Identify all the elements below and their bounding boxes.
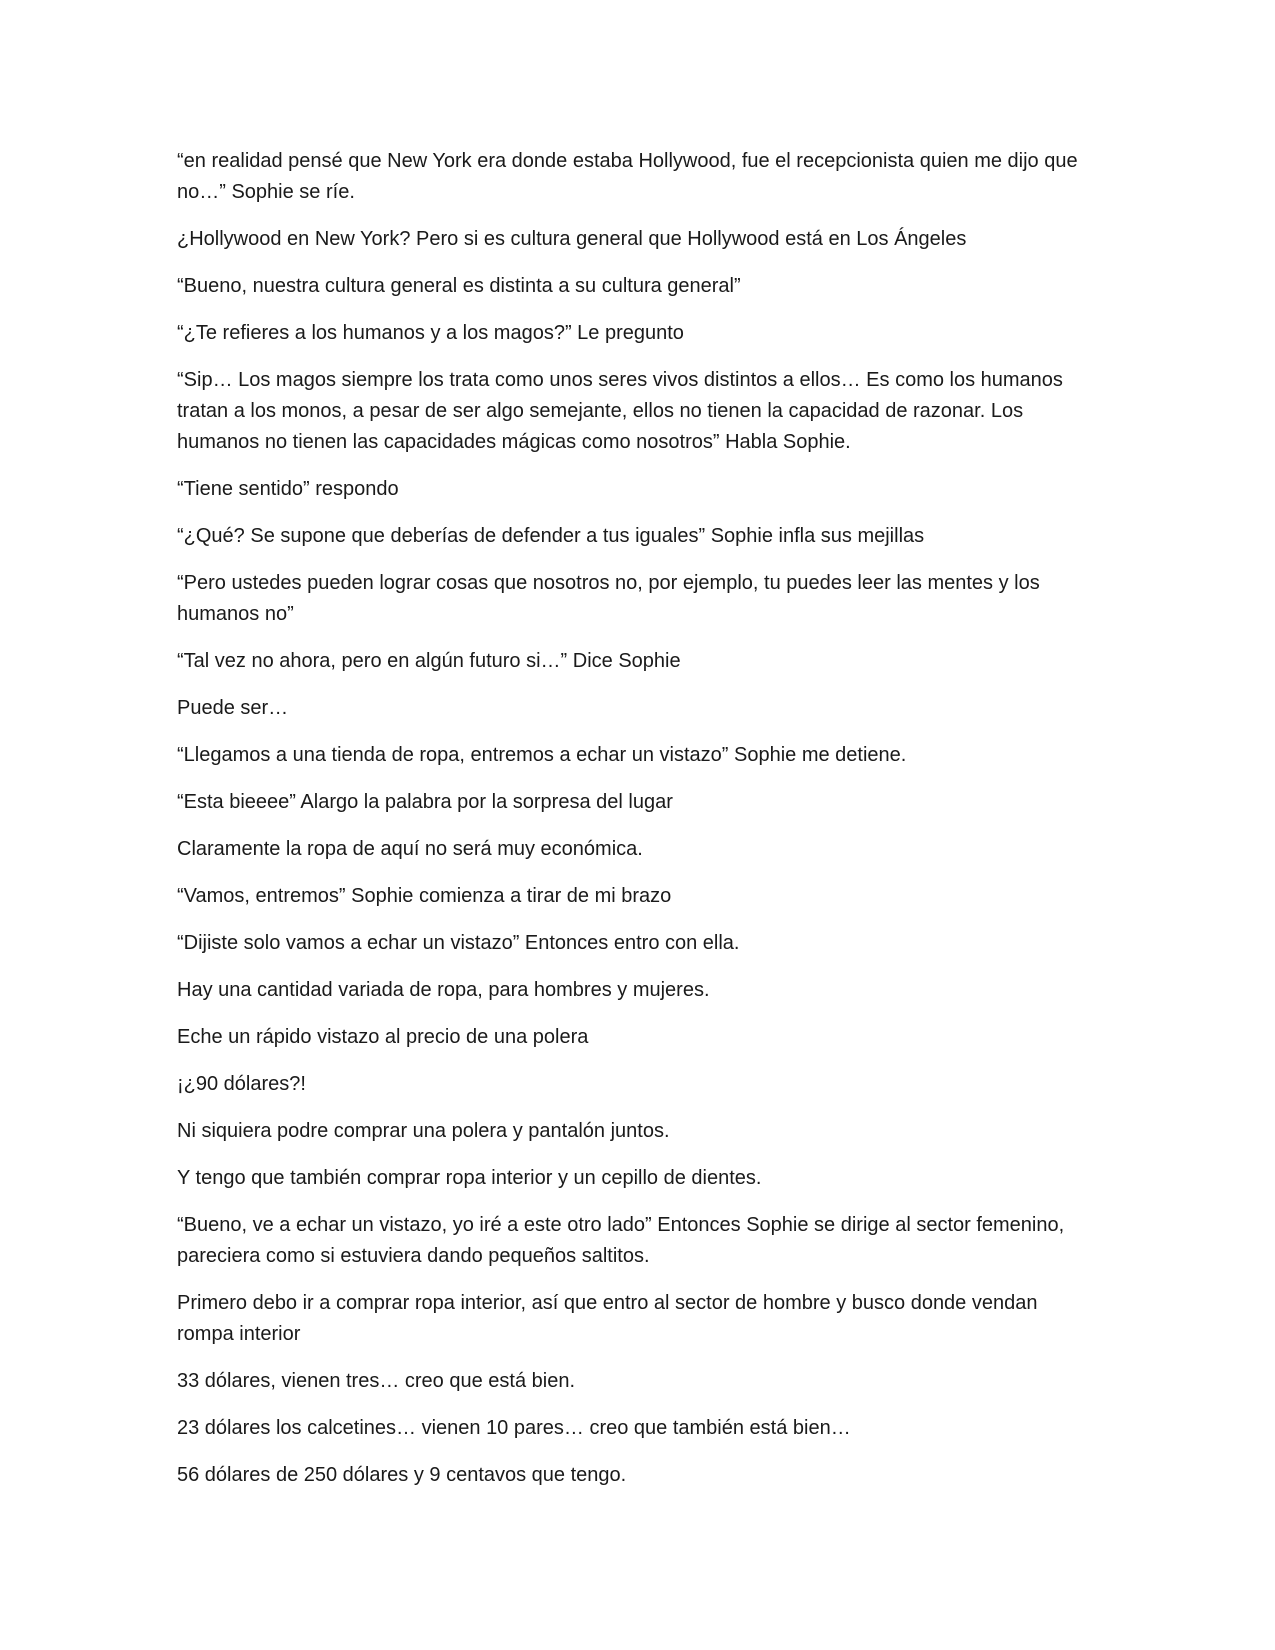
- paragraph: “en realidad pensé que New York era donde estaba Hollywood, fue el recepcionista quien me dijo que no…” Sophie se ríe.: [177, 150, 1078, 203]
- paragraph: ¡¿90 dólares?!: [177, 1073, 306, 1095]
- paragraph: Ni siquiera podre comprar una polera y pantalón juntos.: [177, 1120, 670, 1142]
- paragraph: Puede ser…: [177, 697, 289, 719]
- paragraph: Eche un rápido vistazo al precio de una polera: [177, 1026, 589, 1048]
- document-body: [177, 146, 1092, 1507]
- paragraph: “Bueno, nuestra cultura general es distinta a su cultura general”: [177, 275, 741, 297]
- paragraph: “Sip… Los magos siempre los trata como unos seres vivos distintos a ellos… Es como los humanos tratan a los monos, a pesar de ser algo semejante, ellos no tienen la capacidad de razonar. Los humanos no tienen las capacidades mágicas como nosotros” Habla Sophie.: [177, 369, 1063, 453]
- paragraph: 23 dólares los calcetines… vienen 10 pares… creo que también está bien…: [177, 1417, 851, 1439]
- paragraph: Y tengo que también comprar ropa interior y un cepillo de dientes.: [177, 1167, 762, 1189]
- paragraph: 33 dólares, vienen tres… creo que está bien.: [177, 1370, 576, 1392]
- paragraph: “Dijiste solo vamos a echar un vistazo” Entonces entro con ella.: [177, 932, 740, 954]
- paragraph: ¿Hollywood en New York? Pero si es cultura general que Hollywood está en Los Ángeles: [177, 228, 967, 250]
- paragraph: Claramente la ropa de aquí no será muy económica.: [177, 838, 643, 860]
- paragraph: 56 dólares de 250 dólares y 9 centavos que tengo.: [177, 1464, 627, 1486]
- paragraph: “Pero ustedes pueden lograr cosas que nosotros no, por ejemplo, tu puedes leer las mentes y los humanos no”: [177, 572, 1040, 625]
- paragraph: “Bueno, ve a echar un vistazo, yo iré a este otro lado” Entonces Sophie se dirige al sector femenino, pareciera como si estuviera dando pequeños saltitos.: [177, 1214, 1065, 1267]
- paragraph: “¿Te refieres a los humanos y a los magos?” Le pregunto: [177, 322, 684, 344]
- paragraph: “Tiene sentido” respondo: [177, 478, 399, 500]
- paragraph: Hay una cantidad variada de ropa, para hombres y mujeres.: [177, 979, 710, 1001]
- paragraph: “¿Qué? Se supone que deberías de defender a tus iguales” Sophie infla sus mejillas: [177, 525, 925, 547]
- paragraph: “Llegamos a una tienda de ropa, entremos a echar un vistazo” Sophie me detiene.: [177, 744, 907, 766]
- paragraph: “Esta bieeee” Alargo la palabra por la sorpresa del lugar: [177, 791, 673, 813]
- paragraph: Primero debo ir a comprar ropa interior, así que entro al sector de hombre y busco donde vendan rompa interior: [177, 1292, 1038, 1345]
- paragraph: “Vamos, entremos” Sophie comienza a tirar de mi brazo: [177, 885, 672, 907]
- paragraph: “Tal vez no ahora, pero en algún futuro si…” Dice Sophie: [177, 650, 681, 672]
